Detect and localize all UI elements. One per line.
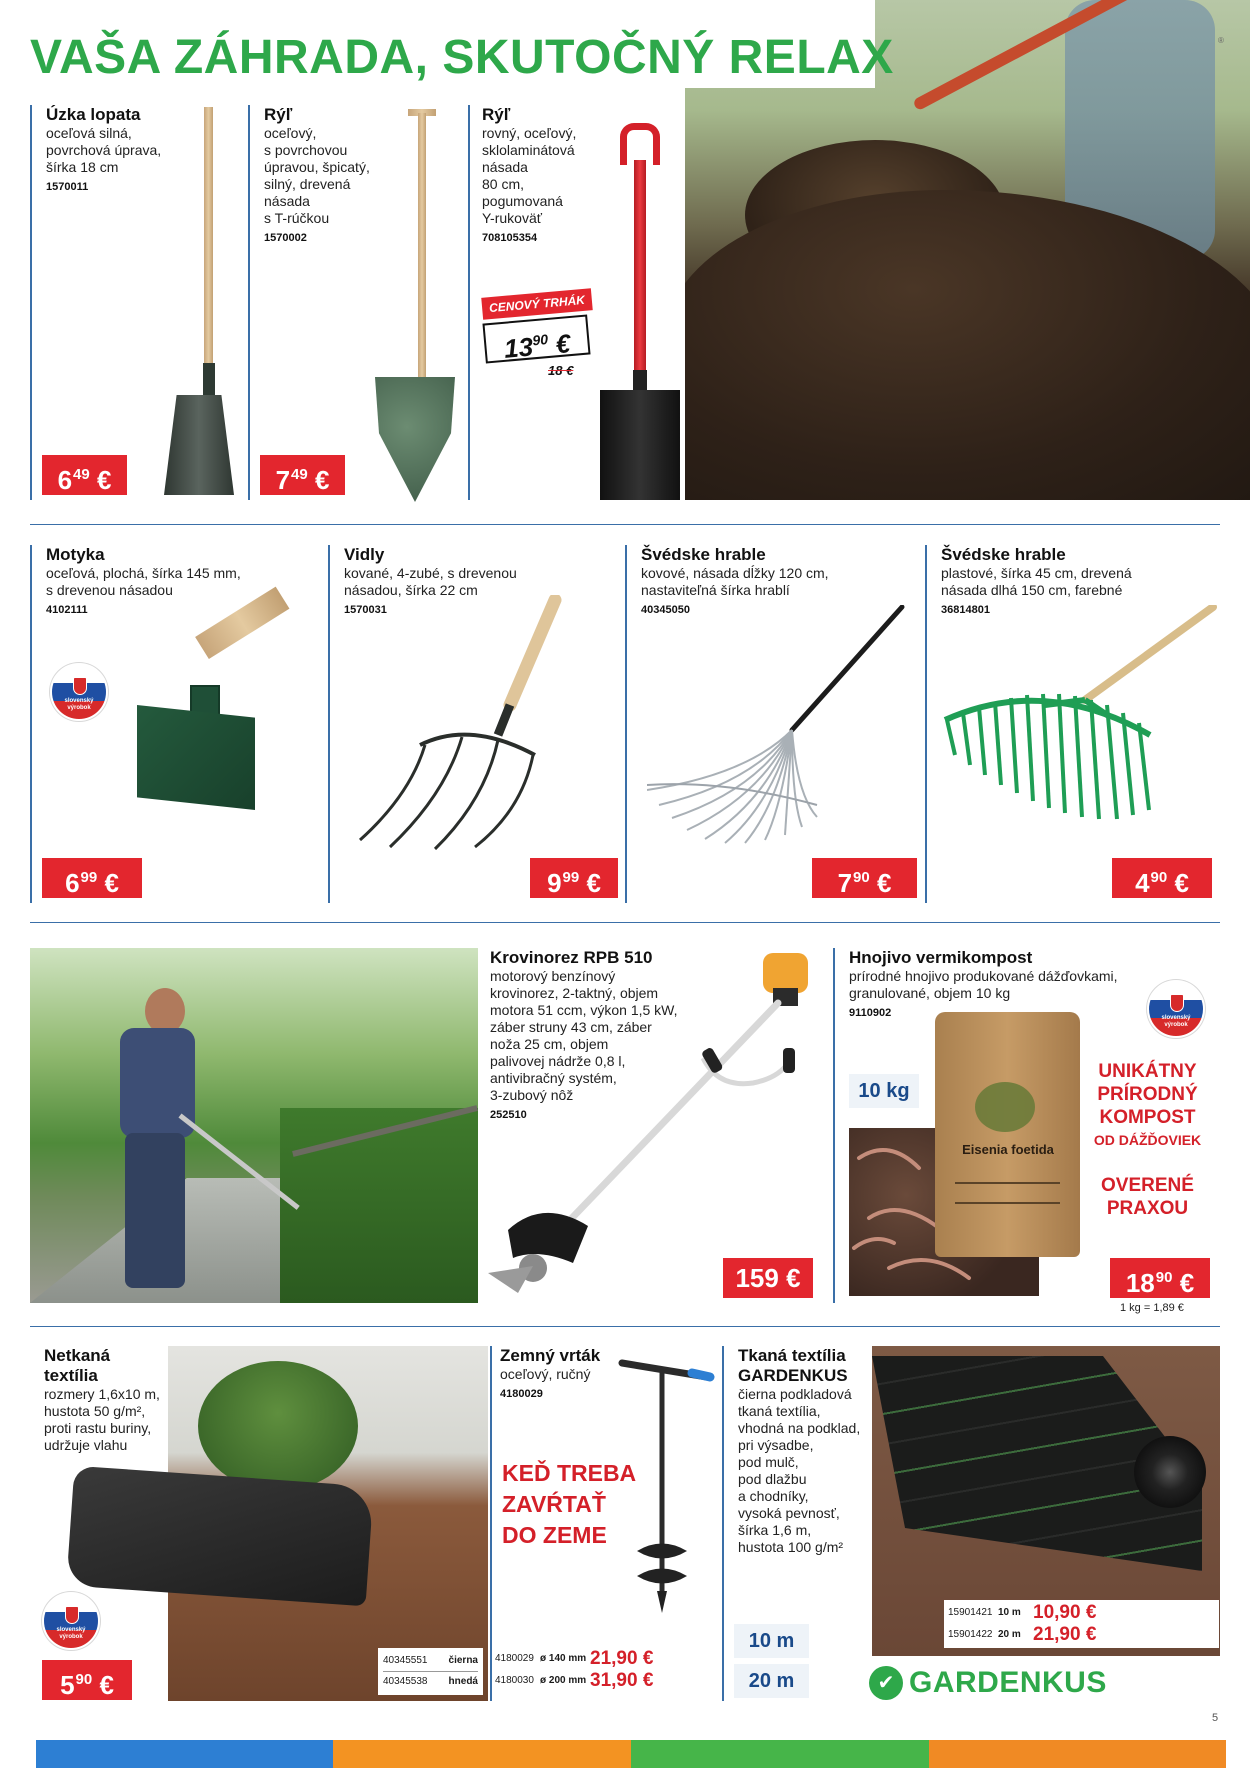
variant-row: 4180030 ø 200 mm 31,90 € <box>495 1670 654 1691</box>
auger-claim: KEĎ TREBA ZAVŔTAŤ DO ZEME <box>502 1460 637 1548</box>
variant-row: 40345551 čierna <box>383 1651 478 1672</box>
page-number: 5 <box>1212 1712 1219 1724</box>
product-code: 9110902 <box>849 1007 892 1019</box>
trimmer-lifestyle-photo <box>30 948 478 1303</box>
auger-illustration <box>612 1351 717 1621</box>
spade-red-handle <box>634 160 646 375</box>
length-tag-20: 20 m <box>734 1664 809 1698</box>
divider <box>30 524 1220 525</box>
photo-grass <box>280 1108 478 1303</box>
product-code: 4180029 <box>500 1388 543 1400</box>
product-name: Krovinorez RPB 510 <box>490 948 653 967</box>
price-tag: $7^{90}$ € <box>812 858 917 898</box>
product-desc: plastové, šírka 45 cm, drevená násada dlhá 150 cm, farebné <box>941 565 1132 598</box>
product-name: Švédske hrable <box>641 545 766 564</box>
product-desc: motorový benzínový krovinorez, 2-taktný, objem motora 51 ccm, výkon 1,5 kW, záber struny 43 cm, záber noža 25 cm, objem palivovej nádrže 0,8 l, antivibračný systém, 3-zubový nôž <box>490 968 678 1103</box>
product-tkana-textilia[interactable] <box>722 1346 1220 1701</box>
footer-bar-orange <box>333 1740 631 1768</box>
variant-row: 40345538 hnedá <box>383 1676 478 1687</box>
product-code: 40345050 <box>641 604 690 616</box>
weight-tag: 10 kg <box>849 1074 919 1108</box>
product-name: Tkaná textília GARDENKUS <box>738 1346 848 1385</box>
promo-label: CENOVÝ TRHÁK <box>481 288 592 320</box>
tkana-variant-table <box>944 1600 1219 1648</box>
old-price: 18 € <box>548 363 574 378</box>
price-tag: $7^{49}$ € <box>260 455 345 495</box>
product-name: Úzka lopata <box>46 105 141 124</box>
brand-logo <box>869 1666 1107 1700</box>
product-name: Rýľ <box>264 105 293 124</box>
page-headline: VAŠA ZÁHRADA, SKUTOČNÝ RELAX <box>30 31 894 84</box>
pitchfork-illustration <box>350 595 590 850</box>
product-desc: oceľový, s povrchovou úpravou, špicatý, silný, drevená násada s T-rúčkou <box>264 125 370 226</box>
footer-bar-green <box>631 1740 929 1768</box>
bag-label: Eisenia foetida <box>962 1142 1054 1157</box>
auger-variant-table <box>495 1648 720 1692</box>
price-tag: $6^{49}$ € <box>42 455 127 495</box>
variant-row: 15901422 20 m 21,90 € <box>948 1624 1097 1645</box>
footer-bar-blue <box>36 1740 333 1768</box>
spade-y-grip <box>620 123 660 165</box>
bag-plant-icon <box>975 1082 1035 1132</box>
product-desc: rozmery 1,6x10 m, hustota 50 g/m², proti rastu buriny, udržuje vlahu <box>44 1386 160 1453</box>
spade-blade-flat <box>600 390 680 500</box>
shovel-blade <box>164 395 234 495</box>
product-desc: kované, 4-zubé, s drevenou násadou, šírka 22 cm <box>344 565 517 598</box>
promo-price: $13^{90}$ € <box>482 315 590 364</box>
product-code: 4102111 <box>46 604 88 616</box>
product-desc: čierna podkladová tkaná textília, vhodná na podklad, pri výsadbe, pod mulč, pod dlažbu a chodníky, vysoká pevnosť, šírka 1,6 m, hustota 100 g/m² <box>738 1386 861 1555</box>
product-code: 1570031 <box>344 604 387 616</box>
compost-bag <box>935 1012 1080 1257</box>
photo-shrub <box>198 1361 358 1491</box>
product-svedske-hrable-plastove[interactable] <box>925 545 1220 903</box>
product-code: 1570011 <box>46 181 89 193</box>
product-desc: oceľová silná, povrchová úprava, šírka 18 cm <box>46 125 162 175</box>
product-krovinorez[interactable] <box>478 948 823 1303</box>
slovak-product-badge: slovenský výrobok <box>1147 980 1205 1038</box>
shovel-handle <box>204 107 213 367</box>
product-hnojivo-vermikompost[interactable] <box>833 948 1220 1303</box>
product-desc: kovové, násada dĺžky 120 cm, nastaviteľná šírka hrablí <box>641 565 829 598</box>
unit-price: 1 kg = 1,89 € <box>1120 1302 1184 1314</box>
product-vidly[interactable] <box>328 545 623 903</box>
slovak-product-badge: slovenský výrobok <box>50 663 108 721</box>
metal-rake-illustration <box>647 605 917 845</box>
length-tag-10: 10 m <box>734 1624 809 1658</box>
product-ryl-t-rucka[interactable] <box>248 105 463 500</box>
price-tag: $4^{90}$ € <box>1112 858 1212 898</box>
product-code: 36814801 <box>941 604 990 616</box>
product-ryl-y-rukovat[interactable] <box>468 105 683 500</box>
photo-person-legs <box>125 1133 185 1288</box>
page-mark: ® <box>1218 36 1224 45</box>
product-code: 252510 <box>490 1109 527 1121</box>
hoe-blade <box>137 705 255 810</box>
price-tag: 159 € <box>723 1258 813 1298</box>
variant-row: 15901421 10 m 10,90 € <box>948 1602 1097 1623</box>
product-motyka[interactable] <box>30 545 330 903</box>
product-code: 1570002 <box>264 232 307 244</box>
footer-bar-orange-2 <box>929 1740 1226 1768</box>
product-desc: oceľová, plochá, šírka 145 mm, s drevenou násadou <box>46 565 241 598</box>
price-tag: $5^{90}$ € <box>42 1660 132 1700</box>
product-name: Netkaná textília <box>44 1346 111 1385</box>
price-tag: $6^{99}$ € <box>42 858 142 898</box>
product-zemny-vrtak[interactable] <box>490 1346 720 1701</box>
product-svedske-hrable-kovove[interactable] <box>625 545 925 903</box>
product-desc: rovný, oceľový, sklolaminátová násada 80 cm, pogumovaná Y-rukoväť <box>482 125 577 226</box>
hero-soil <box>685 190 1250 500</box>
product-name: Vidly <box>344 545 385 564</box>
variant-row: 4180029 ø 140 mm 21,90 € <box>495 1648 654 1669</box>
trimmer-illustration <box>478 948 823 1303</box>
fabric-roll-end <box>1134 1436 1206 1508</box>
product-netkana-textilia[interactable] <box>30 1346 490 1701</box>
compost-claim: UNIKÁTNY PRÍRODNÝ KOMPOST OD DÁŽĎOVIEK <box>1093 1061 1202 1148</box>
product-desc: oceľový, ručný <box>500 1366 591 1382</box>
brand-name: GARDENKUS <box>909 1666 1107 1699</box>
price-tag: $18^{90}$ € <box>1110 1258 1210 1298</box>
compost-claim-2: OVERENÉ PRAXOU <box>1101 1175 1194 1219</box>
brand-leaf-icon: ✔ <box>869 1666 903 1700</box>
spade-handle <box>418 113 426 383</box>
product-name: Rýľ <box>482 105 511 124</box>
variant-table <box>378 1648 483 1695</box>
bag-icons-row <box>955 1182 1060 1204</box>
plastic-rake-illustration <box>935 605 1220 845</box>
product-desc: prírodné hnojivo produkované dážďovkami, granulované, objem 10 kg <box>849 968 1118 1001</box>
spade-blade-pointed <box>375 377 455 502</box>
slovak-product-badge: slovenský výrobok <box>42 1592 100 1650</box>
product-name: Motyka <box>46 545 105 564</box>
price-tag: $9^{99}$ € <box>530 858 618 898</box>
fabric-roll-image <box>66 1466 374 1607</box>
product-uzka-lopata[interactable] <box>30 105 240 500</box>
product-code: 708105354 <box>482 232 538 244</box>
divider <box>30 1326 1220 1327</box>
product-name: Hnojivo vermikompost <box>849 948 1033 967</box>
product-name: Švédske hrable <box>941 545 1066 564</box>
product-name: Zemný vrták <box>500 1346 601 1365</box>
divider <box>30 922 1220 923</box>
